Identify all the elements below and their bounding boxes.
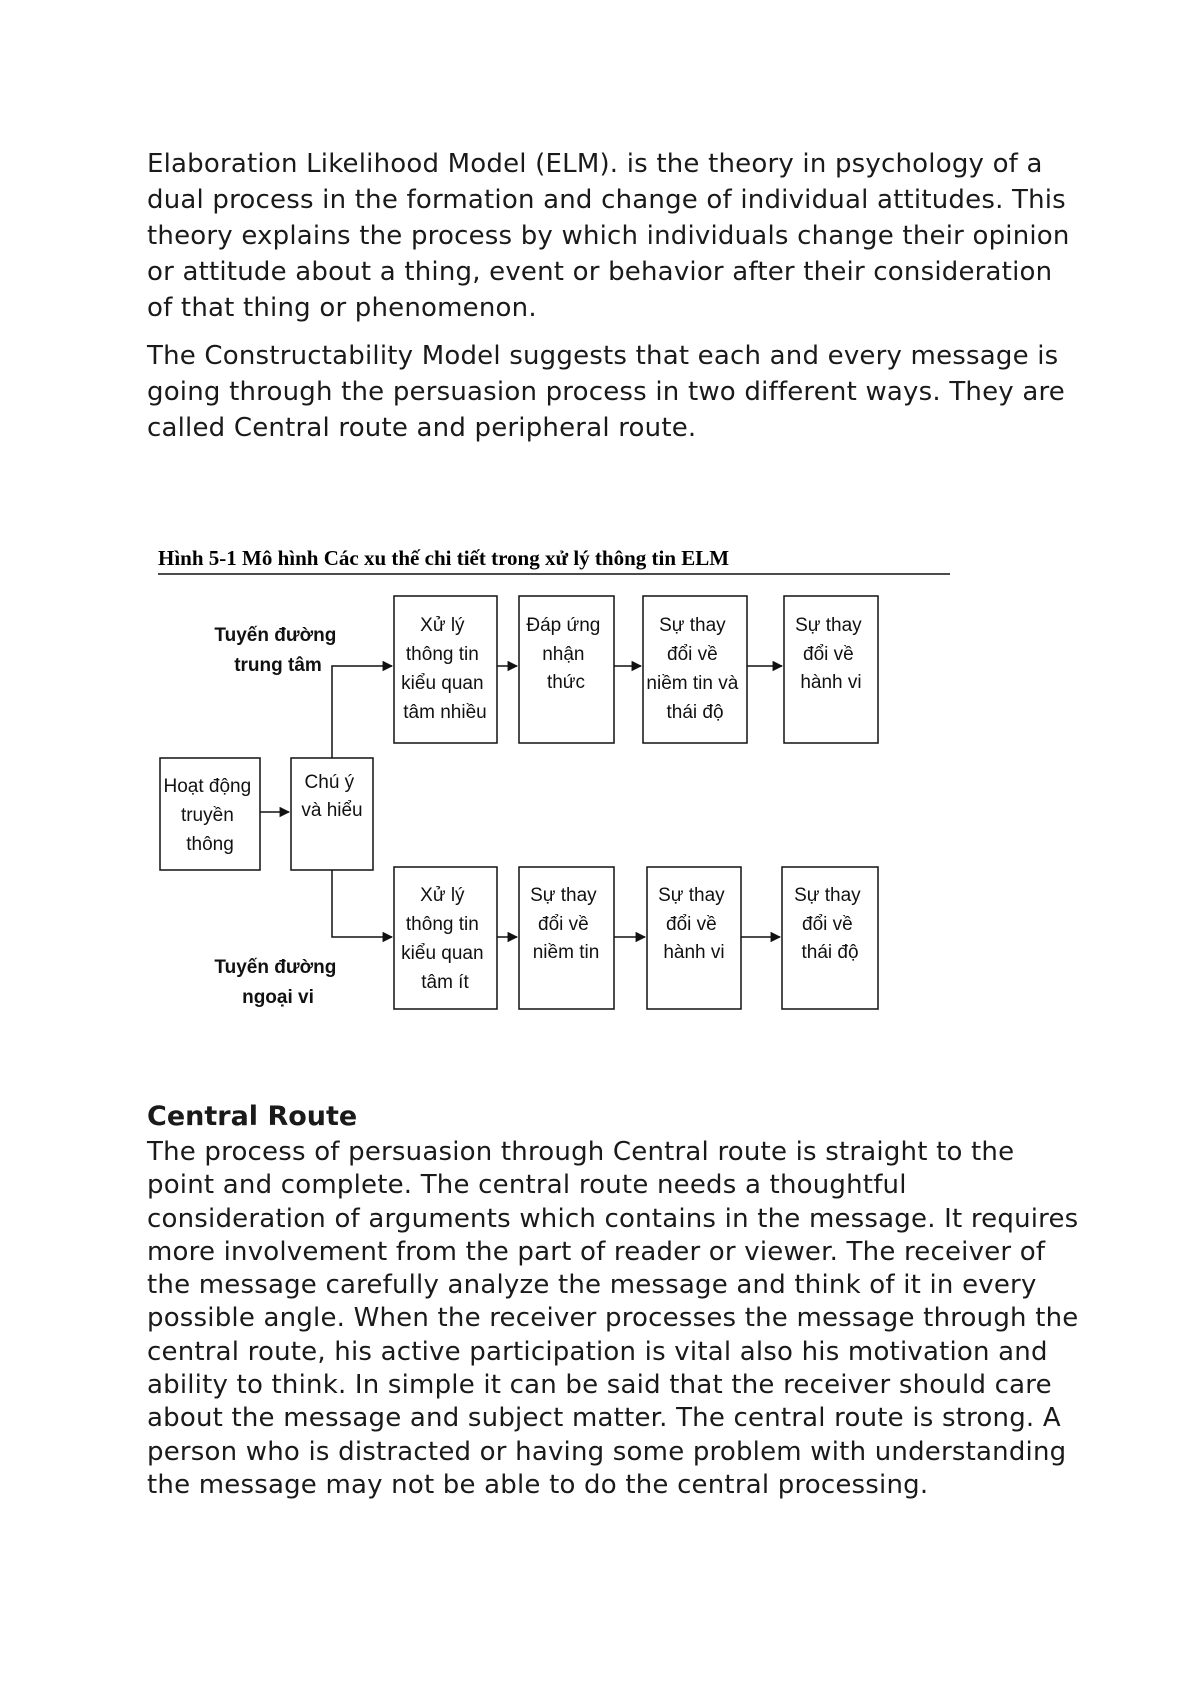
peripheral-route-label — [214, 957, 341, 1008]
box-line: kiểu quan — [401, 943, 484, 964]
central-route-paragraph: The process of persuasion through Central route is straight to the point and complete. The central route needs a thoughtful consideration of arguments which contains in the message. It requires more involvement from the part of reader or viewer. The receiver of the message carefully analyze the message and think of it in every possible angle. When the receiver processes the message through the central route, his active participation is vital also his motivation and ability to think. In simple it can be said that the receiver should care about the message and subject matter. The central route is strong. A person who is distracted or having some problem with understanding the message may not be able to do the central processing. — [147, 1137, 1079, 1500]
box-line: thức — [546, 672, 586, 693]
box-line: Sự thay — [530, 885, 597, 906]
box-line: thái độ — [801, 942, 859, 963]
box-line: tâm nhiều — [403, 702, 487, 723]
box-line: Hoạt động — [163, 776, 252, 797]
box-line: đổi về — [803, 644, 854, 665]
box-line: niềm tin và — [646, 673, 739, 694]
intro-paragraph: Elaboration Likelihood Model (ELM). is the theory in psychology of a dual process in the formation and change of individual attitudes. This theory explains the process by which individuals change their opinion or attitude about a thing, event or behavior after their consideration of that thing or phenomenon. — [147, 149, 1070, 323]
box-line: đổi về — [538, 914, 589, 935]
box-line: Xử lý — [420, 885, 465, 906]
central-label-line: trung tâm — [234, 655, 322, 676]
elm-diagram — [150, 540, 970, 1020]
central-route-label — [214, 625, 341, 676]
box-line: thông tin — [405, 914, 479, 935]
peripheral-branch-arrow — [332, 870, 392, 937]
box-line: đổi về — [667, 644, 718, 665]
box-line: Sự thay — [659, 615, 726, 636]
peripheral-label-line: ngoại vi — [242, 987, 314, 1008]
box-line: Sự thay — [795, 615, 862, 636]
box-line: Sự thay — [794, 885, 861, 906]
box-line: và hiểu — [301, 800, 363, 821]
figure-title: Hình 5-1 Mô hình Các xu thế chi tiết trong xử lý thông tin ELM — [158, 546, 730, 570]
box-line: niềm tin — [532, 942, 600, 963]
peripheral-box-3-text — [658, 885, 730, 963]
box-line: đổi về — [802, 914, 853, 935]
box-line: đổi về — [666, 914, 717, 935]
central-label-line: Tuyến đường — [214, 625, 337, 646]
box-line: kiểu quan — [401, 673, 484, 694]
box-line: Chú ý — [304, 772, 355, 793]
box-line: thái độ — [666, 702, 724, 723]
peripheral-box-4-text — [794, 885, 866, 963]
central-box-4-text — [795, 615, 867, 693]
box-line: hành vi — [663, 942, 725, 963]
box-line: truyền — [180, 805, 234, 826]
box-line: Xử lý — [420, 615, 465, 636]
central-branch-arrow — [332, 666, 392, 758]
box-line: Đáp ứng — [526, 615, 601, 636]
box-line: tâm ít — [421, 972, 469, 993]
section-heading: Central Route — [147, 1101, 358, 1132]
box-line: hành vi — [800, 672, 862, 693]
peripheral-box-2-text — [530, 885, 602, 963]
box-line: thông — [186, 834, 234, 855]
peripheral-label-line: Tuyến đường — [214, 957, 337, 978]
model-paragraph: The Constructability Model suggests that each and every message is going through the persuasion process in two different ways. They are called Central route and peripheral route. — [147, 341, 1065, 443]
box-line: thông tin — [405, 644, 479, 665]
box-line: Sự thay — [658, 885, 725, 906]
box-line: nhận — [542, 644, 585, 665]
